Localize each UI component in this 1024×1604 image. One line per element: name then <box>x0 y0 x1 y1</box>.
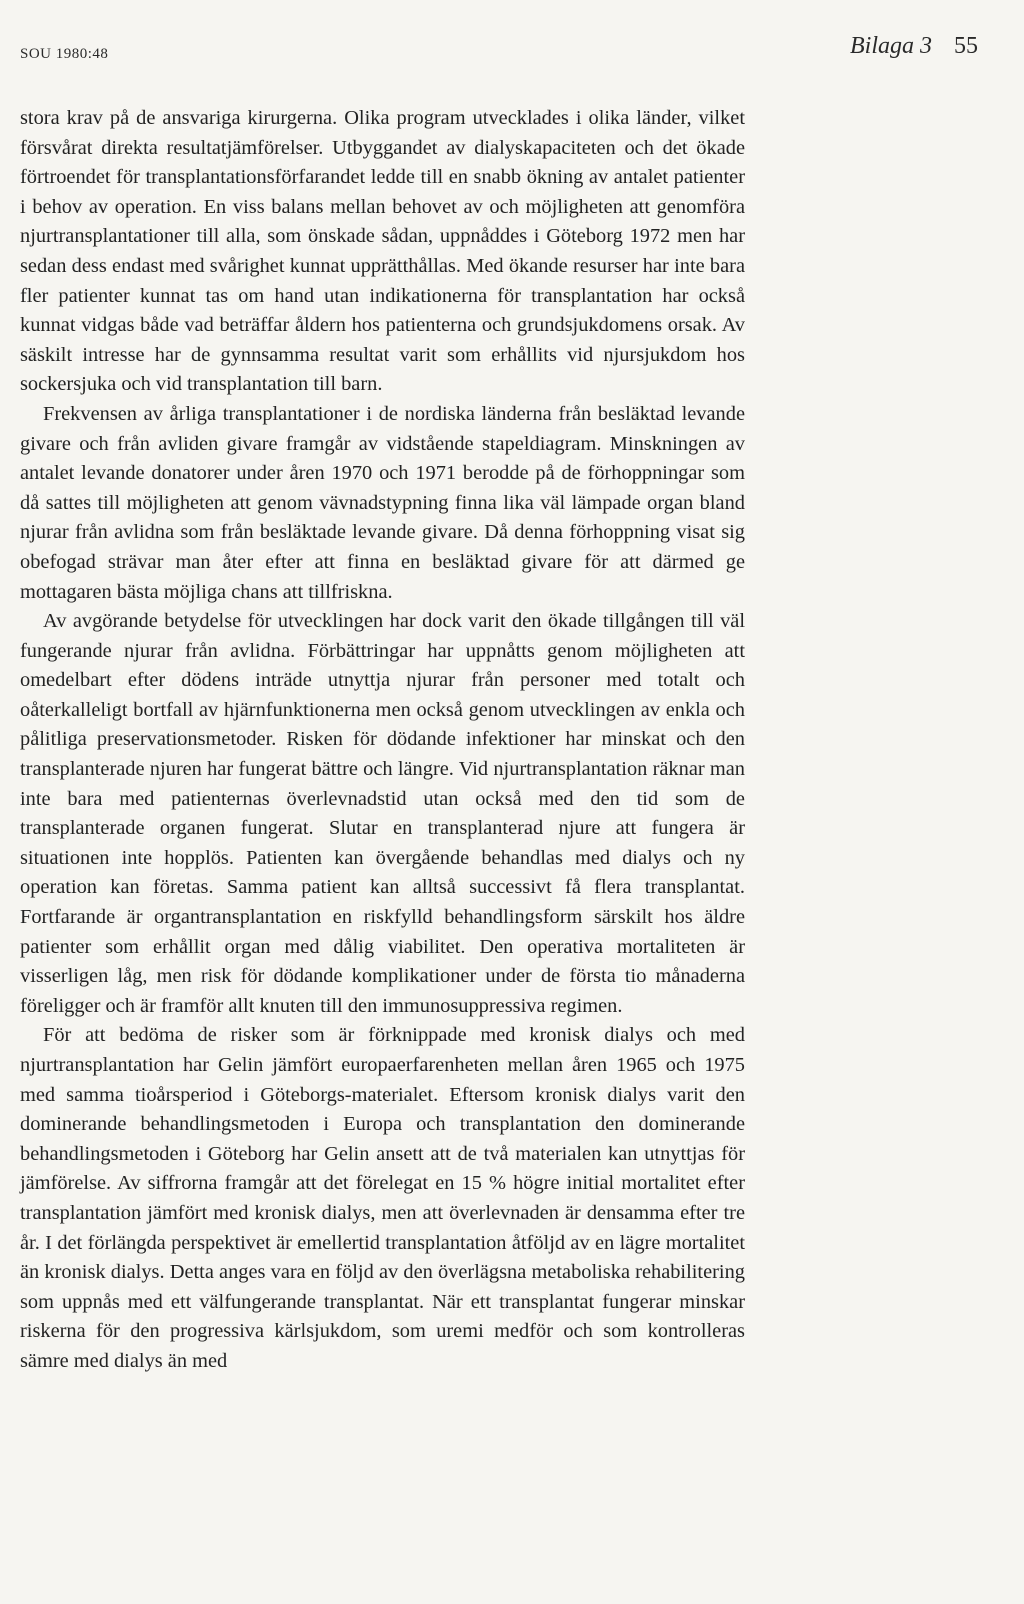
paragraph-1: stora krav på de ansvariga kirurgerna. Olika program utvecklades i olika länder, vilket försvårat direkta resultatjämförelser. Utbyggandet av dialyskapaciteten och det ökade förtroendet för transplantationsförfarandet ledde till en snabb ökning av antalet patienter i behov av operation. En viss balans mellan behovet av och möjligheten att genomföra njurtransplantationer till alla, som önskade sådan, uppnåddes i Göteborg 1972 men har sedan dess endast med svårighet kunnat upprätthållas. Med ökande resurser har inte bara fler patienter kunnat tas om hand utan indikationerna för transplantation har också kunnat vidgas både vad beträffar åldern hos patienterna och grundsjukdomens orsak. Av säskilt intresse har de gynnsamma resultat varit som erhållits vid njursjukdom hos sockersjuka och vid transplantation till barn. <box>20 107 745 396</box>
paragraph-3: Av avgörande betydelse för utvecklingen har dock varit den ökade tillgången till väl fungerande njurar från avlidna. Förbättringar har uppnåtts genom möjligheten att omedelbart efter dödens inträde utnyttja njurar från personer med totalt och oåterkalleligt bortfall av hjärnfunktionerna men också genom utvecklingen av enkla och pålitliga preservationsmetoder. Risken för dödande infektioner har minskat och den transplanterade njuren har fungerat bättre och längre. Vid njurtransplantation räknar man inte bara med patienternas överlevnadstid utan också med den tid som de transplanterade organen fungerat. Slutar en transplanterad njure att fungera är situationen inte hopplös. Patienten kan övergående behandlas med dialys och ny operation kan företas. Samma patient kan alltså successivt få flera transplantat. Fortfarande är organtransplantation en riskfylld behandlingsform särskilt hos äldre patienter som erhållit organ med dålig viabilitet. Den operativa mortaliteten är visserligen låg, men risk för dödande komplikationer under de första tio månaderna föreligger och är framför allt knuten till den immunosuppressiva regimen. <box>20 610 745 1017</box>
appendix-label: Bilaga 3 <box>850 33 932 59</box>
page-header <box>20 28 978 68</box>
paragraph-4: För att bedöma de risker som är förknippade med kronisk dialys och med njurtransplantation har Gelin jämfört europaerfarenheten mellan åren 1965 och 1975 med samma tioårsperiod i Göteborgs-materialet. Eftersom kronisk dialys varit den dominerande behandlingsmetoden i Europa och transplantation den dominerande behandlingsmetoden i Göteborg har Gelin ansett att de två materialen kan utnyttjas för jämförelse. Av siffrorna framgår att det förelegat en 15 % högre initial mortalitet efter transplantation jämfört med kronisk dialys, men att överlevnaden är densamma efter tre år. I det förlängda perspektivet är emellertid transplantation åtföljd av en lägre mortalitet än kronisk dialys. Detta anges vara en följd av den överlägsna metaboliska rehabilitering som uppnås med ett välfungerande transplantat. När ett transplantat fungerar minskar riskerna för den progressiva kärlsjukdom, som uremi medför och som kontrolleras sämre med dialys än med <box>20 1024 745 1372</box>
body-text <box>20 104 745 1377</box>
page-number: 55 <box>954 33 978 59</box>
page-heading-right <box>850 33 978 60</box>
report-reference: SOU 1980:48 <box>20 46 109 62</box>
paragraph-2: Frekvensen av årliga transplantationer i de nordiska länderna från besläktad levande givare och från avliden givare framgår av vidstående stapeldiagram. Minskningen av antalet levande donatorer under åren 1970 och 1971 berodde på de förhoppningar som då sattes till möjligheten att genom vävnadstypning finna lika väl lämpade organ bland njurar från avlidna som från besläktade levande givare. Då denna förhoppning visat sig obefogad strävar man åter efter att finna en besläktad givare för att därmed ge mottagaren bästa möjliga chans att tillfriskna. <box>20 402 745 603</box>
